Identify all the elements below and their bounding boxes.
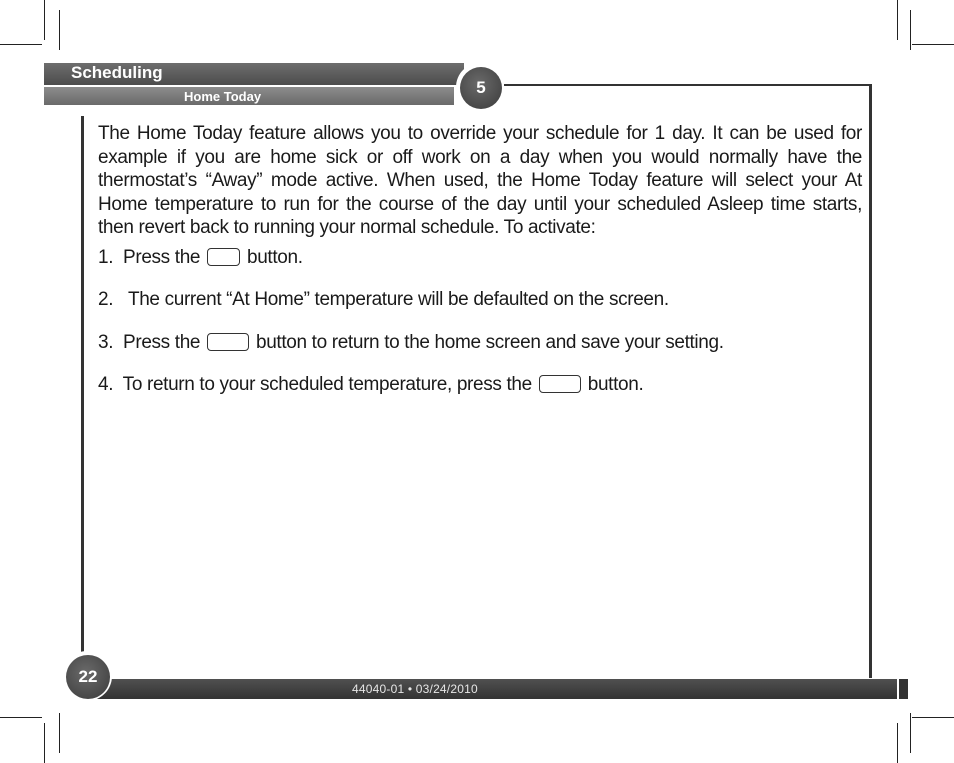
step-number: 2. — [98, 289, 114, 310]
crop-mark — [912, 717, 954, 718]
step-number: 3. — [98, 331, 114, 353]
crop-mark — [912, 44, 954, 45]
content-frame-left — [81, 116, 84, 676]
crop-mark — [897, 723, 898, 763]
crop-mark — [0, 717, 42, 718]
footer-bar-end — [899, 679, 908, 699]
step-4 — [98, 373, 862, 397]
step-1 — [98, 246, 862, 270]
intro-paragraph: The Home Today feature allows you to override your schedule for 1 day. It can be used for example if you are home sick or off work on a day when you would normally have the thermostat’s “Away” mode active. When used, the Home Today feature will select your At Home temperature to run for the course of the day until your scheduled Asleep time starts, then revert back to running your normal schedule. To activate: — [98, 123, 862, 238]
crop-mark — [0, 44, 42, 45]
step-text: The current “At Home” temperature will be defaulted on the screen. — [127, 289, 669, 310]
step-text: button. — [587, 374, 644, 395]
section-title: Scheduling — [71, 63, 163, 82]
header-rule — [504, 84, 871, 86]
step-text: Press the — [123, 331, 201, 353]
crop-mark — [59, 10, 60, 50]
page-number: 22 — [66, 655, 110, 699]
thermostat-button-icon — [207, 248, 240, 266]
crop-mark — [910, 713, 911, 753]
chapter-badge: 5 — [460, 67, 502, 109]
crop-mark — [897, 0, 898, 40]
subsection-title: Home Today — [184, 89, 262, 104]
thermostat-button-icon — [207, 333, 249, 351]
crop-mark — [44, 723, 45, 763]
step-2 — [98, 288, 862, 312]
step-text: button. — [247, 246, 303, 268]
document-info: 44040-01 • 03/24/2010 — [352, 682, 478, 696]
content-frame-right — [869, 84, 872, 678]
step-text: To return to your scheduled temperature, press the — [122, 374, 532, 395]
crop-mark — [44, 0, 45, 40]
step-text: Press the — [123, 246, 201, 268]
thermostat-button-icon — [539, 375, 581, 393]
step-number: 4. — [98, 374, 114, 395]
step-text: button to return to the home screen and save your setting. — [256, 331, 724, 353]
page-content — [98, 122, 862, 397]
crop-mark — [910, 10, 911, 50]
crop-mark — [59, 713, 60, 753]
step-3 — [98, 331, 862, 355]
step-number: 1. — [98, 246, 114, 268]
footer-bar — [94, 679, 897, 699]
